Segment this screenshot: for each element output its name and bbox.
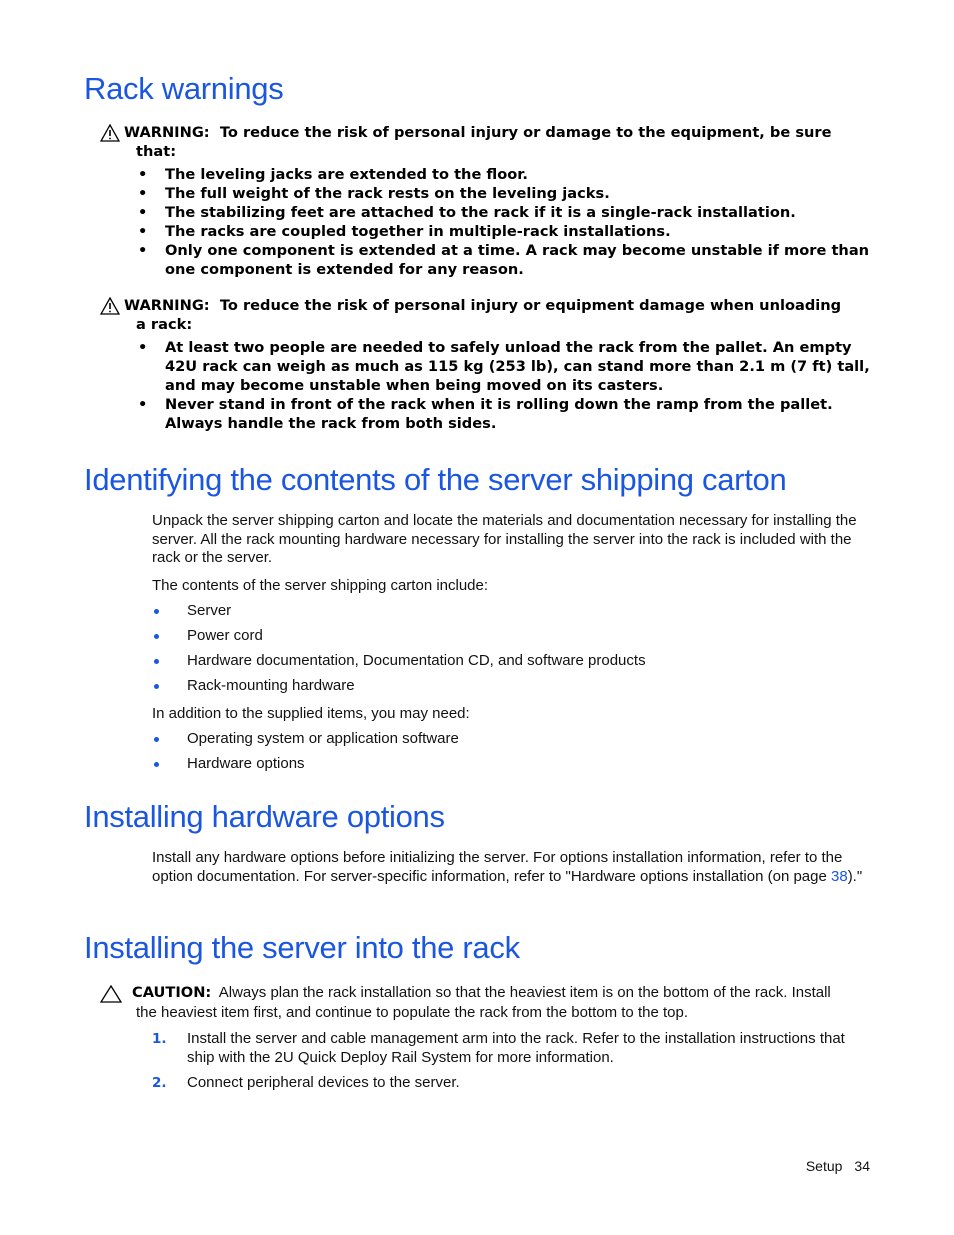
bullet-icon <box>154 762 159 767</box>
list-item: 2. Connect peripheral devices to the server. <box>152 1074 460 1091</box>
page-footer <box>806 1158 870 1174</box>
caution-label: CAUTION: <box>132 984 212 1001</box>
list-item: • The full weight of the rack rests on the leveling jacks. <box>138 185 610 202</box>
heading-installing-hardware-options: Installing hardware options <box>84 799 445 834</box>
warning-text-continued: a rack: <box>136 316 193 333</box>
list-item: Server <box>152 602 646 627</box>
bullet-icon <box>154 659 159 664</box>
footer-section: Setup <box>805 1158 843 1174</box>
caution-triangle-icon <box>100 983 132 1003</box>
contents-list <box>152 602 646 702</box>
additional-items-list <box>152 730 459 780</box>
page-number: 34 <box>854 1158 870 1174</box>
heading-identifying-contents: Identifying the contents of the server shipping carton <box>84 462 787 497</box>
warning-label: WARNING: <box>124 297 210 314</box>
warning-notice-1 <box>100 123 870 279</box>
page-link[interactable]: 38 <box>831 867 848 885</box>
caution-text-continued: the heaviest item first, and continue to populate the rack from the bottom to the top. <box>136 1004 688 1021</box>
bullet-icon <box>154 609 159 614</box>
list-item: • The stabilizing feet are attached to the rack if it is a single-rack installation. <box>138 204 796 221</box>
list-item: Rack-mounting hardware <box>152 677 646 702</box>
list-item: • Only one component is extended at a time. A rack may become unstable if more than one component is extended for any reason. <box>138 242 870 278</box>
warning-label: WARNING: <box>124 124 210 141</box>
contents-list-intro: The contents of the server shipping carton include: <box>152 577 489 594</box>
list-item: • Never stand in front of the rack when it is rolling down the ramp from the pallet. Always handle the rack from both sides. <box>138 396 833 432</box>
warning-notice-2 <box>100 296 870 433</box>
warning-list <box>100 338 870 433</box>
warning-text: To reduce the risk of personal injury or damage to the equipment, be sure <box>219 124 832 141</box>
bullet-icon <box>154 684 159 689</box>
heading-rack-warnings: Rack warnings <box>84 71 284 106</box>
warning-triangle-icon <box>100 123 124 142</box>
warning-list <box>100 165 870 279</box>
additional-items-intro: In addition to the supplied items, you may need: <box>152 705 470 722</box>
hardware-options-paragraph: Install any hardware options before initializing the server. For options installation information, refer to the option documentation. For server-specific information, refer to "Hardware options installation (on page 38)." <box>152 849 863 885</box>
list-item: • The racks are coupled together in multiple-rack installations. <box>138 223 671 240</box>
bullet-icon <box>154 634 159 639</box>
list-item: Operating system or application software <box>152 730 459 755</box>
list-item: • At least two people are needed to safely unload the rack from the pallet. An empty 42U rack can weigh as much as 115 kg (253 lb), can stand more than 2.1 m (7 ft) tall, and may become unstable when being moved on its casters. <box>138 339 870 394</box>
bullet-icon <box>154 737 159 742</box>
warning-triangle-icon <box>100 296 124 315</box>
list-item: Hardware options <box>152 755 459 780</box>
list-item: • The leveling jacks are extended to the floor. <box>138 166 528 183</box>
warning-text-continued: that: <box>136 143 177 160</box>
install-steps-list <box>152 1030 872 1093</box>
list-item: Power cord <box>152 627 646 652</box>
caution-notice <box>100 983 870 1023</box>
list-item: Hardware documentation, Documentation CD, and software products <box>152 652 646 677</box>
contents-intro-paragraph: Unpack the server shipping carton and locate the materials and documentation necessary for installing the server. All the rack mounting hardware necessary for installing the server into the rack is included with the rack or the server. <box>152 512 857 566</box>
list-item: 1. Install the server and cable management arm into the rack. Refer to the installation instructions that ship with the 2U Quick Deploy Rail System for more information. <box>152 1030 845 1066</box>
warning-text: To reduce the risk of personal injury or equipment damage when unloading <box>219 297 842 314</box>
caution-text: Always plan the rack installation so that the heaviest item is on the bottom of the rack. Install <box>218 984 831 1001</box>
heading-installing-server-rack: Installing the server into the rack <box>84 930 520 965</box>
